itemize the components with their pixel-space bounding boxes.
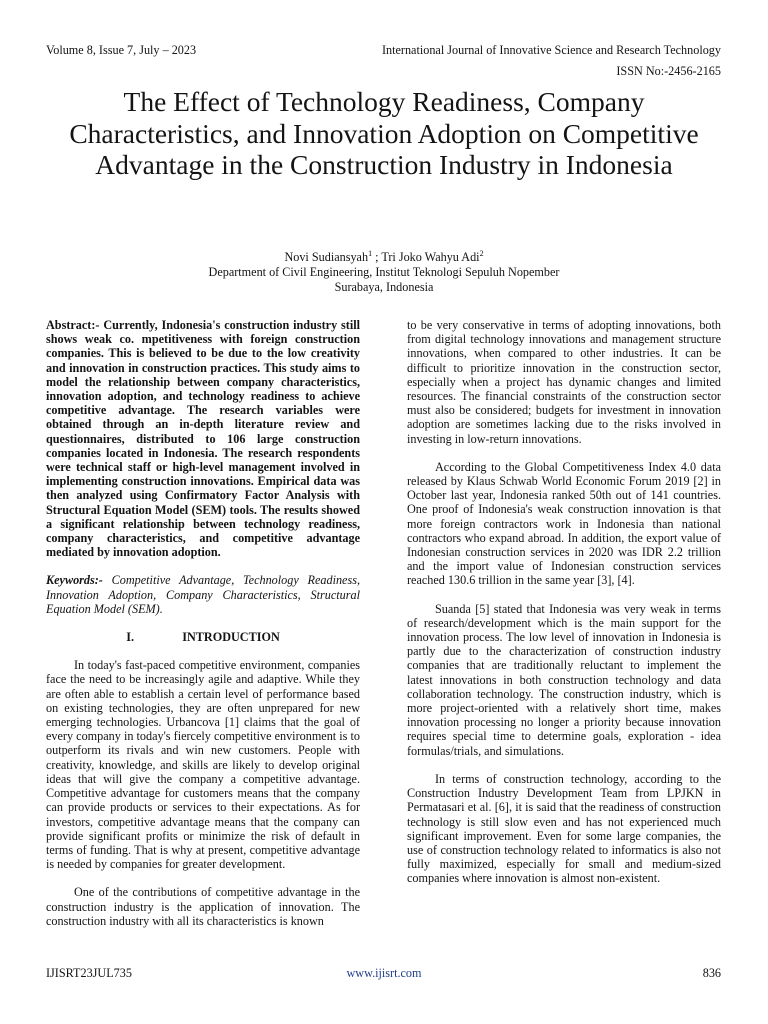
body-paragraph: Suanda [5] stated that Indonesia was very weak in terms of research/development which is the main support for the innovation process. The low level of innovation in Indonesia is partly due to the characterization of construction industry companies that are traditionally reluctant to implement the latest innovations in both construction technology and data collaboration technology. The construction industry, which is more project-oriented with a relatively short time, makes innovation processing no longer a priority because innovation requires special time to determine goals, exploration - idea formulas/trials, and simulations. [407, 601, 721, 758]
website-link[interactable]: www.ijisrt.com [346, 966, 422, 980]
section-number: I. [126, 630, 135, 645]
journal-name: International Journal of Innovative Science and Research Technology [381, 43, 721, 57]
author-1-affiliation-mark: 1 [368, 249, 373, 258]
department: Department of Civil Engineering, Institut Teknologi Sepuluh Nopember [208, 265, 560, 280]
keywords-label: Keywords:- [46, 573, 103, 588]
body-paragraph: In today's fast-paced competitive environment, companies face the need to be increasingly agile and adaptive. While they are often able to establish a certain level of performance based on existing technologies, they are often unprepared for new emerging technologies. Urbancova [1] claims that the goal of every company in today's fiercely competitive environment is to outperform its rivals and win new customers. People with creativity, knowledge, and skills are likely to develop original ideas that will give the company a competitive advantage. Competitive advantage for customers means that the company can provide products or services to their expectations. As for investors, competitive advantage means that the company can provide significant profits or minimize the risk of default in terms of funding. That is why at present, competitive advantage is needed by companies for greater development. [46, 658, 360, 872]
author-line [0, 246, 768, 265]
body-paragraph: According to the Global Competitiveness Index 4.0 data released by Klaus Schwab World Economic Forum 2019 [2] in October last year, Indonesia ranked 50th out of 141 countries. One proof of Indonesia's weak construction innovation is that more foreign contractors work in Indonesia than national contractors who expand abroad. In addition, the export value of Indonesian construction services in 2020 was IDR 2.2 trillion and the import value of Indonesian construction services reached 130.6 trillion in the same year [3], [4]. [407, 459, 721, 588]
body-paragraph: One of the contributions of competitive advantage in the construction industry is the application of innovation. The construction industry with all its characteristics is known [46, 885, 360, 928]
right-column [407, 318, 721, 886]
left-column [46, 318, 360, 928]
page-number: 836 [702, 966, 721, 980]
section-title: INTRODUCTION [182, 630, 280, 645]
keywords [46, 573, 360, 616]
author-2: Tri Joko Wahyu Adi [381, 250, 480, 265]
keywords-text: Competitive Advantage, Technology Readiness, Innovation Adoption, Company Characteristics, Structural Equation Model (SEM). [46, 573, 360, 616]
paper-code: IJISRT23JUL735 [46, 966, 132, 980]
location: Surabaya, Indonesia [334, 280, 434, 295]
author-separator: ; [372, 250, 382, 265]
body-paragraph: In terms of construction technology, according to the Construction Industry Development Team from LPJKN in Permatasari et al. [6], it is said that the readiness of construction technology is still slow even and has not experienced much significant improvement. Even for some large companies, the use of construction technology related to informatics is also not fully maximized, especially for small and medium-sized companies where innovation is almost non-existent. [407, 771, 721, 886]
issn: ISSN No:-2456-2165 [616, 64, 721, 78]
author-2-affiliation-mark: 2 [479, 249, 484, 258]
abstract: Abstract:- Currently, Indonesia's construction industry still shows weak co. mpetitiveness with foreign construction companies. This is believed to be due to the low creativity and innovation in construction practices. This study aims to model the relationship between company characteristics, innovation adoption, and technology readiness to achieve competitive advantage. The research variables were obtained through an in-depth literature review and questionnaires, distributed to 106 large construction companies located in Indonesia. The research respondents were technical staff or high-level management involved in implementing construction innovations. Empirical data was then analyzed using Confirmatory Factor Analysis with Structural Equation Model (SEM) tools. The results showed a significant relationship between technology readiness, company characteristics, and competitive advantage mediated by innovation adoption. [46, 318, 360, 560]
author-1: Novi Sudiansyah [284, 250, 369, 265]
section-heading [46, 630, 360, 644]
body-paragraph: to be very conservative in terms of adopting innovations, both from digital technology innovations and management structure innovations, when compared to other industries. It can be difficult to prioritize innovation in the construction sector, especially when a project has dynamic changes and limited resources. The financial constraints of the construction sector must also be considered; budgets for investment in innovation adoption are sometimes lacking due to the risks involved in investing in low-return innovations. [407, 318, 721, 446]
author-block [0, 246, 768, 295]
paper-title: The Effect of Technology Readiness, Company Characteristics, and Innovation Adoption on Competitive Advantage in the Construction Industry in Indonesia [69, 86, 699, 180]
volume-info: Volume 8, Issue 7, July – 2023 [46, 43, 197, 57]
